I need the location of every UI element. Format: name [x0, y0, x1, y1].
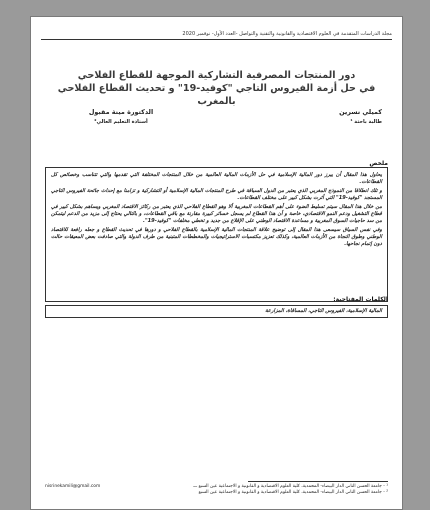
abstract-paragraph: من خلال هذا المقال سيتم تسليط الضوء على أهم القطاعات المغربية ألا وهو القطاع الفلاحي الذي يعتبر من ركائز الاقتصاد المغربي ويساهم بشكل كبير في قطاع التشغيل ودعم النمو الاقتصادي، خاصة و أن هذا القطاع لم يسجل خسائر كبيرة مقارنة مع باقي القطاعات، و بالتالي يحتاج إلى مزيد من الدعم ليتمكن من سد حاجيات السوق المغربية و مساعدة الاقتصاد الوطني على الإقلاع من جديد و تخطي مخلفات "كوفيد-19".: [51, 203, 382, 225]
author-name: كميلي نسرين: [339, 108, 382, 116]
abstract-box: [45, 167, 388, 302]
footnote-2: [45, 490, 388, 496]
footnote-text: ¹ - جامعة الحسن الثاني الدار البيضاء- المحمدية، كلية العلوم الاقتصادية و القانونية و الاجتماعية عين السبع ـــ: [193, 484, 388, 489]
author-2: [51, 108, 191, 125]
title-line-2: في حل أزمة الفيروس التاجي "كوفيد-19" و تحديث القطاع الفلاحي بالمغرب: [57, 83, 376, 107]
footnotes: [45, 484, 388, 496]
authors-block: [51, 108, 382, 125]
footnote-text: ² - جامعة الحسن الثاني الدار البيضاء- المحمدية، كلية العلوم الاقتصادية و القانونية و الاجتماعية عين السبع: [198, 490, 388, 495]
document-page: [30, 16, 403, 510]
author-1: [222, 108, 382, 125]
author-email-link[interactable]: nisrinekamili@gmail.com: [45, 484, 101, 489]
footnote-divider: [248, 481, 388, 482]
abstract-paragraph: يحاول هذا المقال أن يبرز دور المالية الإسلامية في حل الأزمات المالية العالمية من خلال المنتجات المختلفة التي تقدمها والتي تتناسب وخصائص كل القطاعات.: [51, 172, 382, 186]
author-name: الدكتورة مينة مقبول: [88, 108, 154, 116]
keywords-heading: الكلمات المفتاحية:: [333, 296, 388, 303]
paper-title: [45, 69, 388, 108]
abstract-heading: ملخص: [369, 160, 388, 167]
abstract-paragraph: و تلك انطلاقا من النموذج المغربي الذي يعتبر من الدول السباقة في طرح المنتجات المالية الإسلامية أو التشاركية و تزامنا مع إحداث جائحة الفيروس التاجي المستجد "كوفيد-19" التي أثرت بشكل كبير على مختلف القطاعات.: [51, 187, 382, 202]
keywords-box: المالية الإسلامية، الفيروس التاجي، المساقاة، المزارعة: [45, 305, 388, 318]
author-affiliation: أستاذة التعليم العالي²: [94, 119, 148, 125]
abstract-paragraph: وفي نفس السياق سيسعى هذا المقال إلى توضيح علاقة المنتجات المالية الإسلامية بالقطاع الفلاحي و دورها في تحديث القطاع و جعله رافعة للاقتصاد الوطني وطوق النجاة من الأزمات العالمية، وكذلك تعزيز مكتسبات الاستراتيجيات والمخططات المتبنية من طرف الدولة والتي صادفت بعض المعيقات حالت دون إتمام نجاحها.: [51, 226, 382, 248]
author-affiliation: طالبة باحثة ¹: [350, 119, 382, 125]
title-line-1: دور المنتجات المصرفية التشاركية الموجهة للقطاع الفلاحي: [77, 70, 356, 81]
journal-header: مجلة الدراسات المتقدمة في العلوم الاقتصادية والقانونية والتقنية والتواصل -العدد الأول- نوفمبر 2020: [41, 31, 392, 40]
